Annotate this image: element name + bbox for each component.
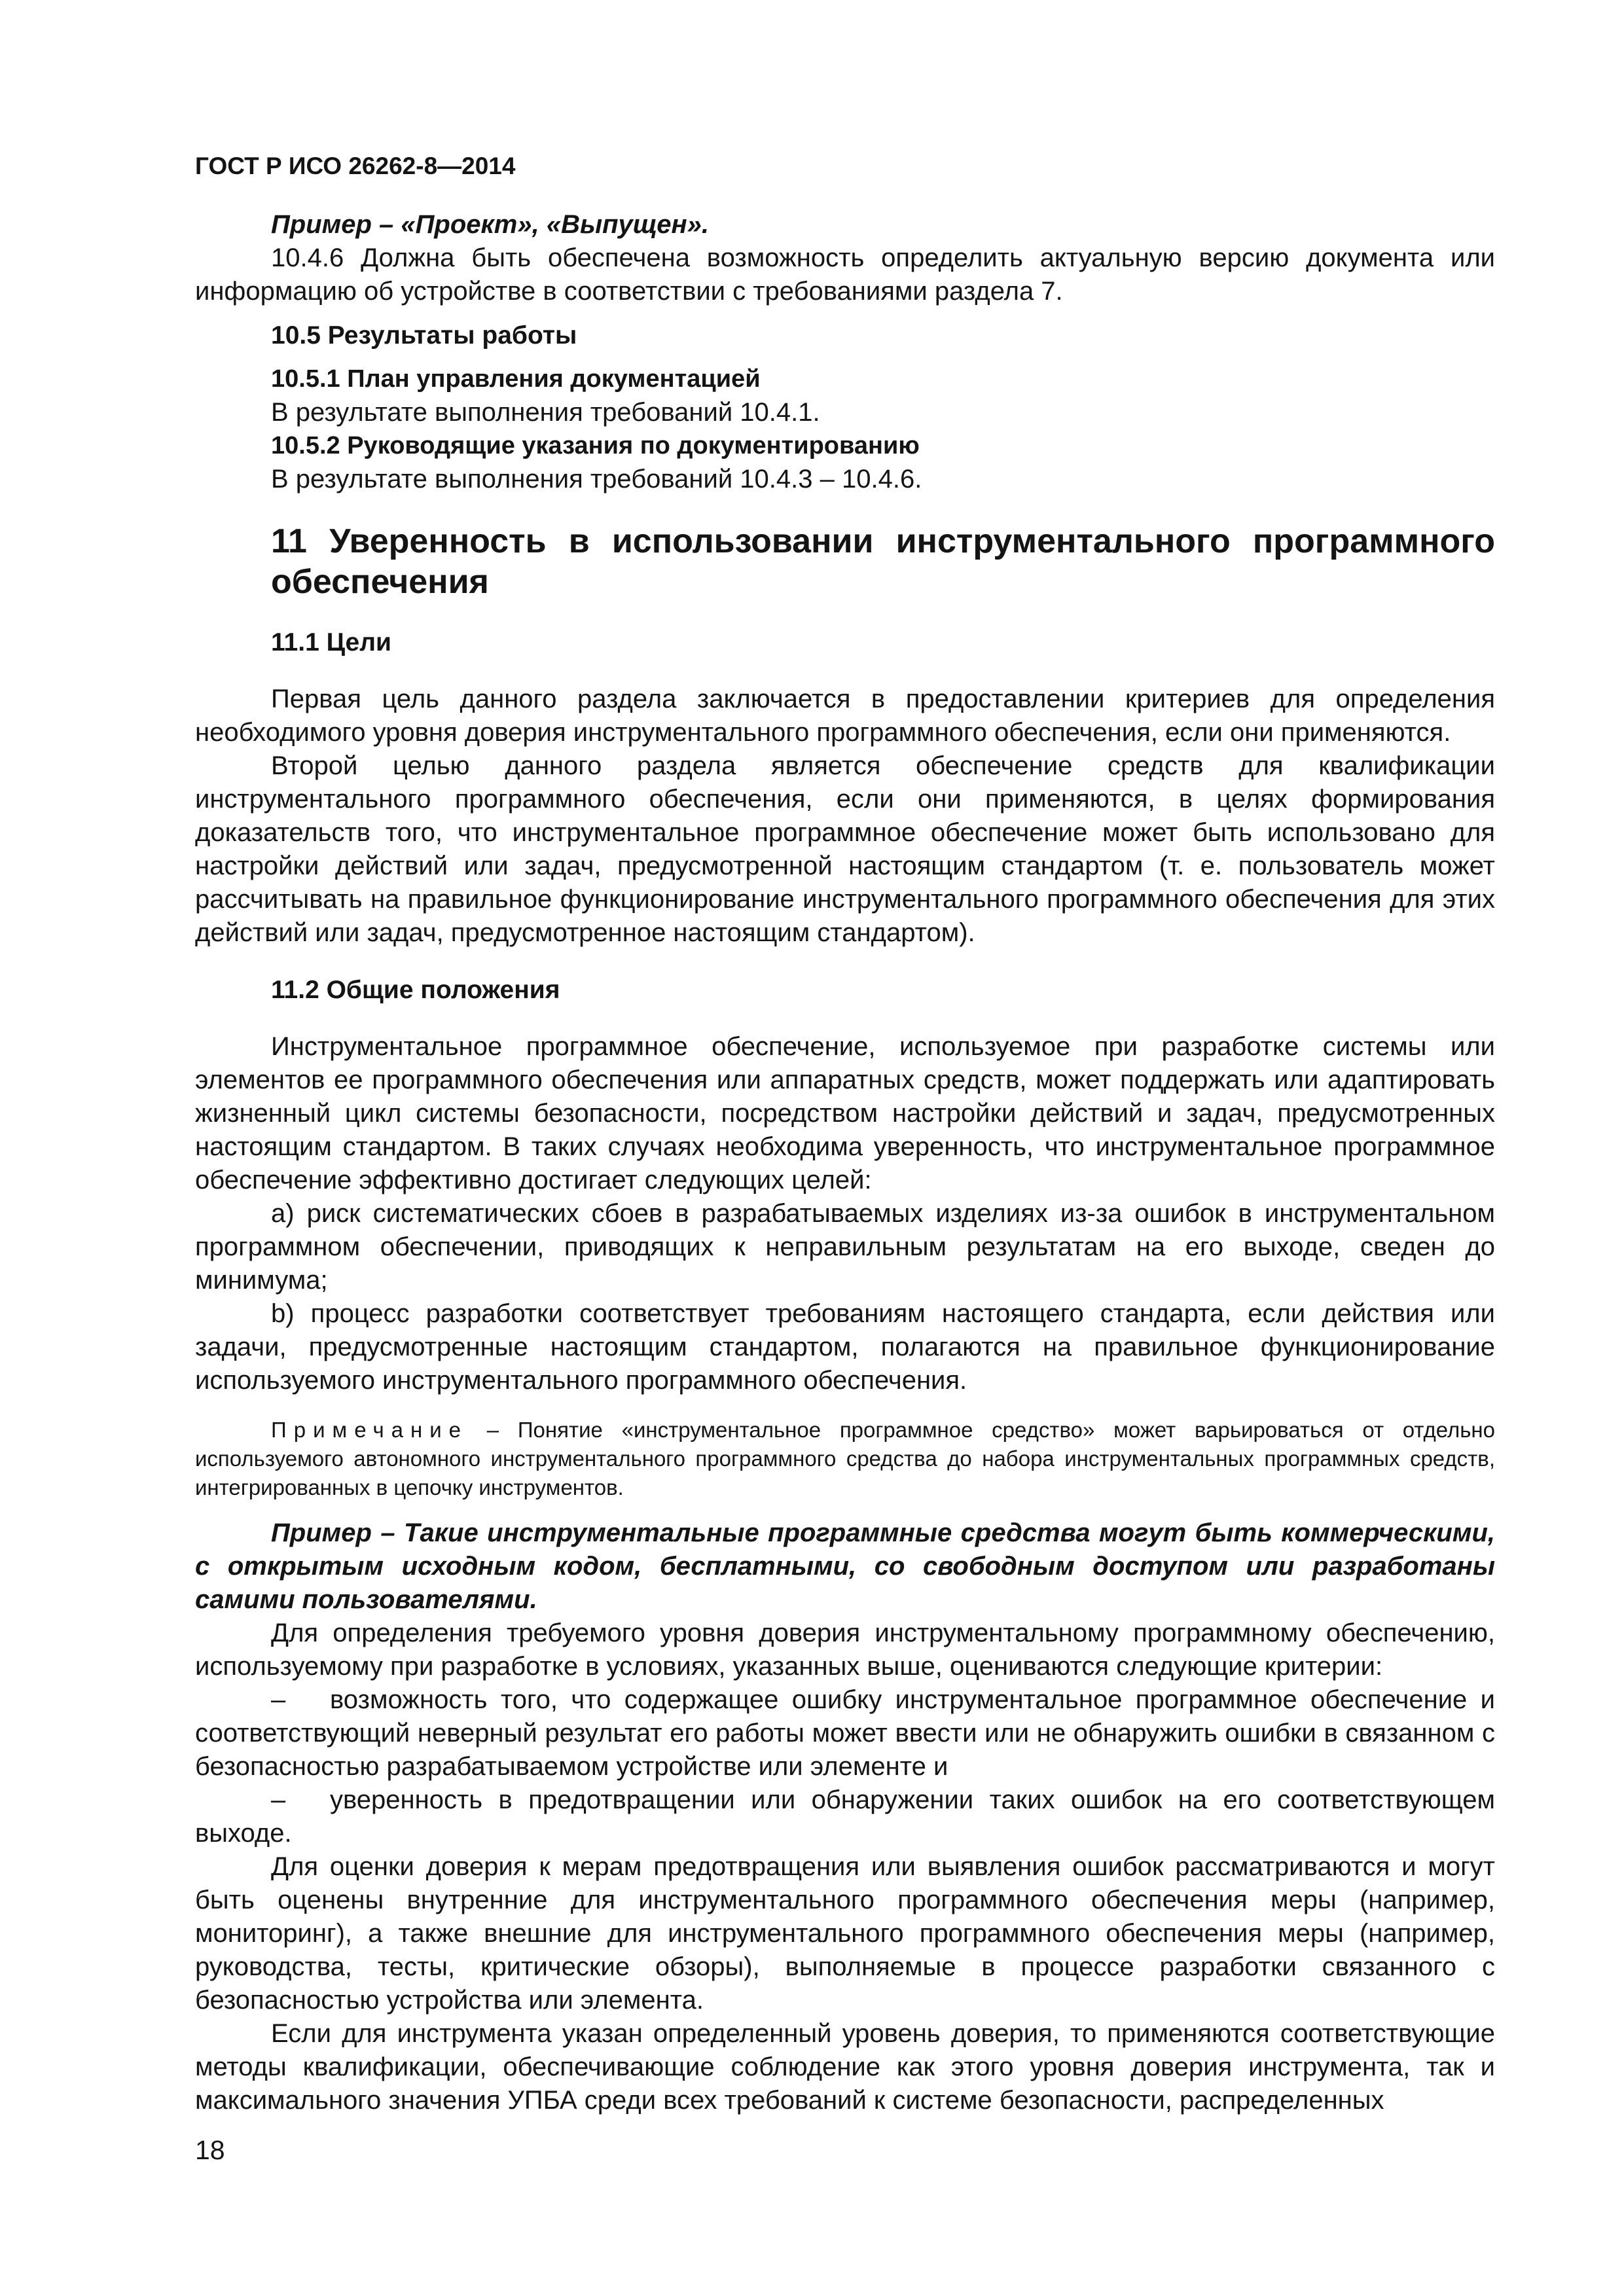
criterion-2 [195,1784,1495,1850]
example-status: Пример – «Проект», «Выпущен». [271,210,709,239]
criterion-1-text: возможность того, что содержащее ошибку инструментальное программное обеспечение и соответствующий неверный результат его работы может ввести или не обнаружить ошибки в связанном с безопасностью разрабатываемом устройстве или элементе и [195,1685,1495,1781]
spacer [195,496,1495,521]
clause-10-5-2-text: В результате выполнения требований 10.4.3 – 10.4.6. [271,465,922,493]
spacer [195,659,1495,683]
assessment-paragraph: Для оценки доверия к мерам предотвращения или выявления ошибок рассматриваются и могут быть оценены внутренние для инструментального программного обеспечения меры (например, мониторинг), а также внешние для инструментального программного обеспечения меры (например, руководства, тесты, критические обзоры), выполняемые в процессе разработки связанного с безопасностью устройства или элемента. [195,1852,1495,2015]
example-tools: Пример – Такие инструментальные программные средства могут быть коммерческими, с открытым исходным кодом, бесплатными, со свободным доступом или разработаны самими пользователями. [195,1518,1495,1614]
list-item-b: b) процесс разработки соответствует требованиям настоящего стандарта, если действия или задачи, предусмотренные настоящим стандартом, полагаются на правильное функционирование используемого инструментального программного обеспечения. [195,1299,1495,1395]
objective-first: Первая цель данного раздела заключается в предоставлении критериев для определения необходимого уровня доверия инструментального программного обеспечения, если они применяются. [195,685,1495,747]
qualification-paragraph: Если для инструмента указан определенный уровень доверия, то применяются соответствующие методы квалификации, обеспечивающие соблюдение как этого уровня доверия инструмента, так и максимального значения УПБА среди всех требований к системе безопасности, распределенных [195,2019,1495,2115]
dash-marker: – [271,1785,286,1814]
list-item-a: a) риск систематических сбоев в разрабатываемых изделиях из-за ошибок в инструментальном программном обеспечении, приводящих к неправильным результатам на его выходе, сведен до минимума; [195,1199,1495,1295]
section-11-title: 11 Уверенность в использовании инструментального программного обеспечения [271,522,1495,601]
spacer [195,602,1495,626]
heading-11-1: 11.1 Цели [271,628,391,656]
spacer [195,1502,1495,1516]
page-number: 18 [195,2135,225,2165]
objective-second: Второй целью данного раздела является обеспечение средств для квалификации инструментального программного обеспечения, если они применяются, в целях формирования доказательств того, что инструментальное программное обеспечение может быть использовано для настройки действий или задач, предусмотренной настоящим стандартом (т. е. пользователь может рассчитывать на правильное функционирование инструментального программного обеспечения для этих действий или задач, предусмотренное настоящим стандартом). [195,751,1495,947]
heading-10-5: 10.5 Результаты работы [271,321,577,350]
criterion-2-text: уверенность в предотвращении или обнаружении таких ошибок на его соответствующем выходе. [195,1785,1495,1848]
heading-11-2: 11.2 Общие положения [271,976,560,1004]
note-text: – Понятие «инструментальное программное средство» может варьироваться от отдельно используемого автономного инструментального программного средства до набора инструментальных программных средств, интегрированных в цепочку инструментов. [195,1418,1495,1499]
spacer [195,352,1495,363]
note [195,1416,1495,1502]
clause-10-4-6: 10.4.6 Должна быть обеспечена возможность определить актуальную версию документа или информацию об устройстве в соответствии с требованиями раздела 7. [195,243,1495,306]
criterion-1 [195,1683,1495,1784]
spacer [195,1007,1495,1030]
general-paragraph: Инструментальное программное обеспечение, используемое при разработке системы или элементов ее программного обеспечения или аппаратных средств, может поддержать или адаптировать жизненный цикл системы безопасности, посредством настройки действий и задач, предусмотренных настоящим стандартом. В таких случаях необходима уверенность, что инструментальное программное обеспечение эффективно достигает следующих целей: [195,1032,1495,1194]
dash-marker: – [271,1685,286,1714]
clause-10-5-1-text: В результате выполнения требований 10.4.1. [271,398,820,427]
page-body [195,208,1495,2117]
criteria-intro: Для определения требуемого уровня доверия инструментальному программному обеспечению, используемому при разработке в условиях, указанных выше, оцениваются следующие критерии: [195,1619,1495,1681]
document-page [195,0,1495,2296]
spacer [195,950,1495,973]
spacer [195,308,1495,319]
document-header: ГОСТ Р ИСО 26262-8—2014 [195,152,516,179]
note-label: Примечание [271,1418,469,1442]
heading-10-5-2: 10.5.2 Руководящие указания по документированию [271,432,920,459]
spacer [195,1397,1495,1416]
heading-10-5-1: 10.5.1 План управления документацией [271,365,761,393]
